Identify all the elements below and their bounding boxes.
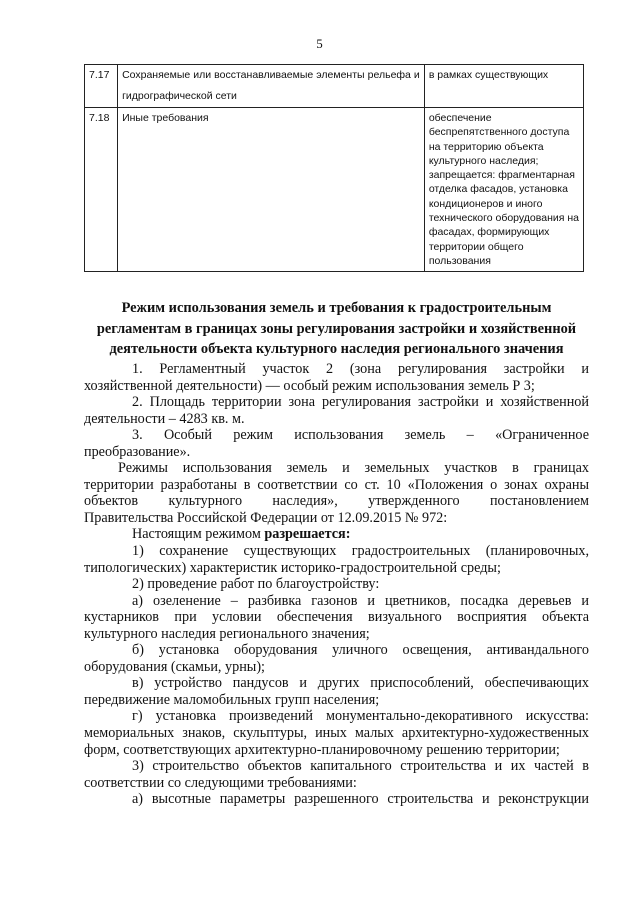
row-name — [118, 65, 425, 108]
row-value-line: на территорию объекта — [428, 140, 544, 153]
body-text — [84, 361, 589, 808]
heading-line: Режим использования земель и требования к градостроительным — [121, 300, 552, 316]
row-value-line: в рамках существующих — [428, 69, 549, 81]
row-value-line: территории общего — [428, 240, 524, 253]
row-number: 7.18 — [85, 108, 118, 272]
paragraph-line: 2) проведение работ по благоустройству: — [132, 576, 380, 593]
paragraph-line: территории разработаны в соответствии со ст. 10 «Положения о зонах охраны — [84, 476, 589, 493]
row-value-line: культурного наследия; — [428, 154, 539, 167]
row-value-line: фасадах, формирующих — [428, 226, 550, 239]
row-value-line: пользования — [428, 254, 491, 267]
paragraph-line: оборудования (скамьи, урны); — [84, 658, 266, 675]
row-value-line: технического оборудования на — [428, 212, 579, 225]
paragraph-line: типологических) характеристик историко-градостроительной среды; — [84, 559, 501, 576]
paragraph-line: передвижение маломобильных групп населения; — [84, 691, 380, 708]
paragraph-line: б) установка оборудования уличного освещения, антивандального — [132, 642, 589, 659]
section-heading — [84, 298, 589, 360]
row-value — [424, 65, 583, 108]
row-number: 7.17 — [85, 65, 118, 108]
row-value — [424, 108, 583, 272]
paragraph-line: преобразование». — [84, 443, 191, 460]
paragraph-line: 1. Регламентный участок 2 (зона регулирования застройки и — [132, 361, 589, 377]
row-name — [118, 108, 425, 272]
row-value-line: обеспечение — [428, 112, 492, 124]
permission-label: разрешается: — [264, 526, 351, 543]
paragraph-line: Режимы использования земель и земельных участков в границах — [118, 460, 589, 477]
paragraph-line: кустарников при условии обеспечения визуального восприятия объекта — [84, 609, 589, 626]
row-value-line: запрещается: фрагментарная — [428, 169, 575, 182]
paragraph-line — [84, 526, 589, 543]
row-name-line: Иные требования — [122, 112, 209, 124]
table-row — [85, 65, 584, 108]
permission-prefix: Настоящим режимом — [132, 526, 265, 543]
paragraph-line: Правительства Российской Федерации от 12.09.2015 № 972: — [84, 509, 448, 526]
row-name-line: гидрографической сети — [122, 90, 237, 102]
paragraph-line: в) устройство пандусов и других приспособлений, обеспечивающих — [132, 675, 589, 692]
paragraph-line: деятельности – 4283 кв. м. — [84, 410, 245, 427]
paragraph-line: культурного наследия регионального значения; — [84, 625, 370, 642]
paragraph-line: г) установка произведений монументально-декоративного искусства: — [132, 708, 589, 725]
paragraph-line: соответствии со следующими требованиями: — [84, 774, 357, 791]
table-row — [85, 108, 584, 272]
paragraph-line: 3) строительство объектов капитального строительства и их частей в — [132, 758, 589, 775]
requirements-table — [84, 64, 584, 272]
paragraph-line: 2. Площадь территории зона регулирования застройки и хозяйственной — [132, 394, 589, 411]
paragraph-line: а) озеленение – разбивка газонов и цветников, посадка деревьев и — [132, 592, 589, 609]
row-value-line: беспрепятственного доступа — [428, 126, 570, 139]
paragraph-line: мемориальных знаков, скульптуры, иных малых архитектурно-художественных — [84, 725, 589, 742]
heading-line: регламентам в границах зоны регулирования застройки и хозяйственной — [96, 320, 577, 337]
heading-line: деятельности объекта культурного наследия регионального значения — [109, 341, 564, 357]
paragraph-line: форм, соответствующих архитектурно-планировочному решению территории; — [84, 741, 560, 758]
paragraph-line: хозяйственной деятельности) — особый режим использования земель Р 3; — [84, 377, 535, 394]
page-number: 5 — [316, 36, 323, 51]
paragraph-line: 3. Особый режим использования земель – «Ограниченное — [132, 427, 589, 444]
paragraph-line: 1) сохранение существующих градостроительных (планировочных, — [132, 543, 589, 560]
row-value-line: отделка фасадов, установка — [428, 183, 568, 196]
paragraph-line: объектов культурного наследия», утвержденного постановлением — [84, 493, 589, 510]
row-name-line: Сохраняемые или восстанавливаемые элементы рельефа и — [122, 69, 420, 81]
paragraph-line: а) высотные параметры разрешенного строительства и реконструкции — [132, 791, 589, 808]
row-value-line: кондиционеров и иного — [428, 197, 543, 210]
